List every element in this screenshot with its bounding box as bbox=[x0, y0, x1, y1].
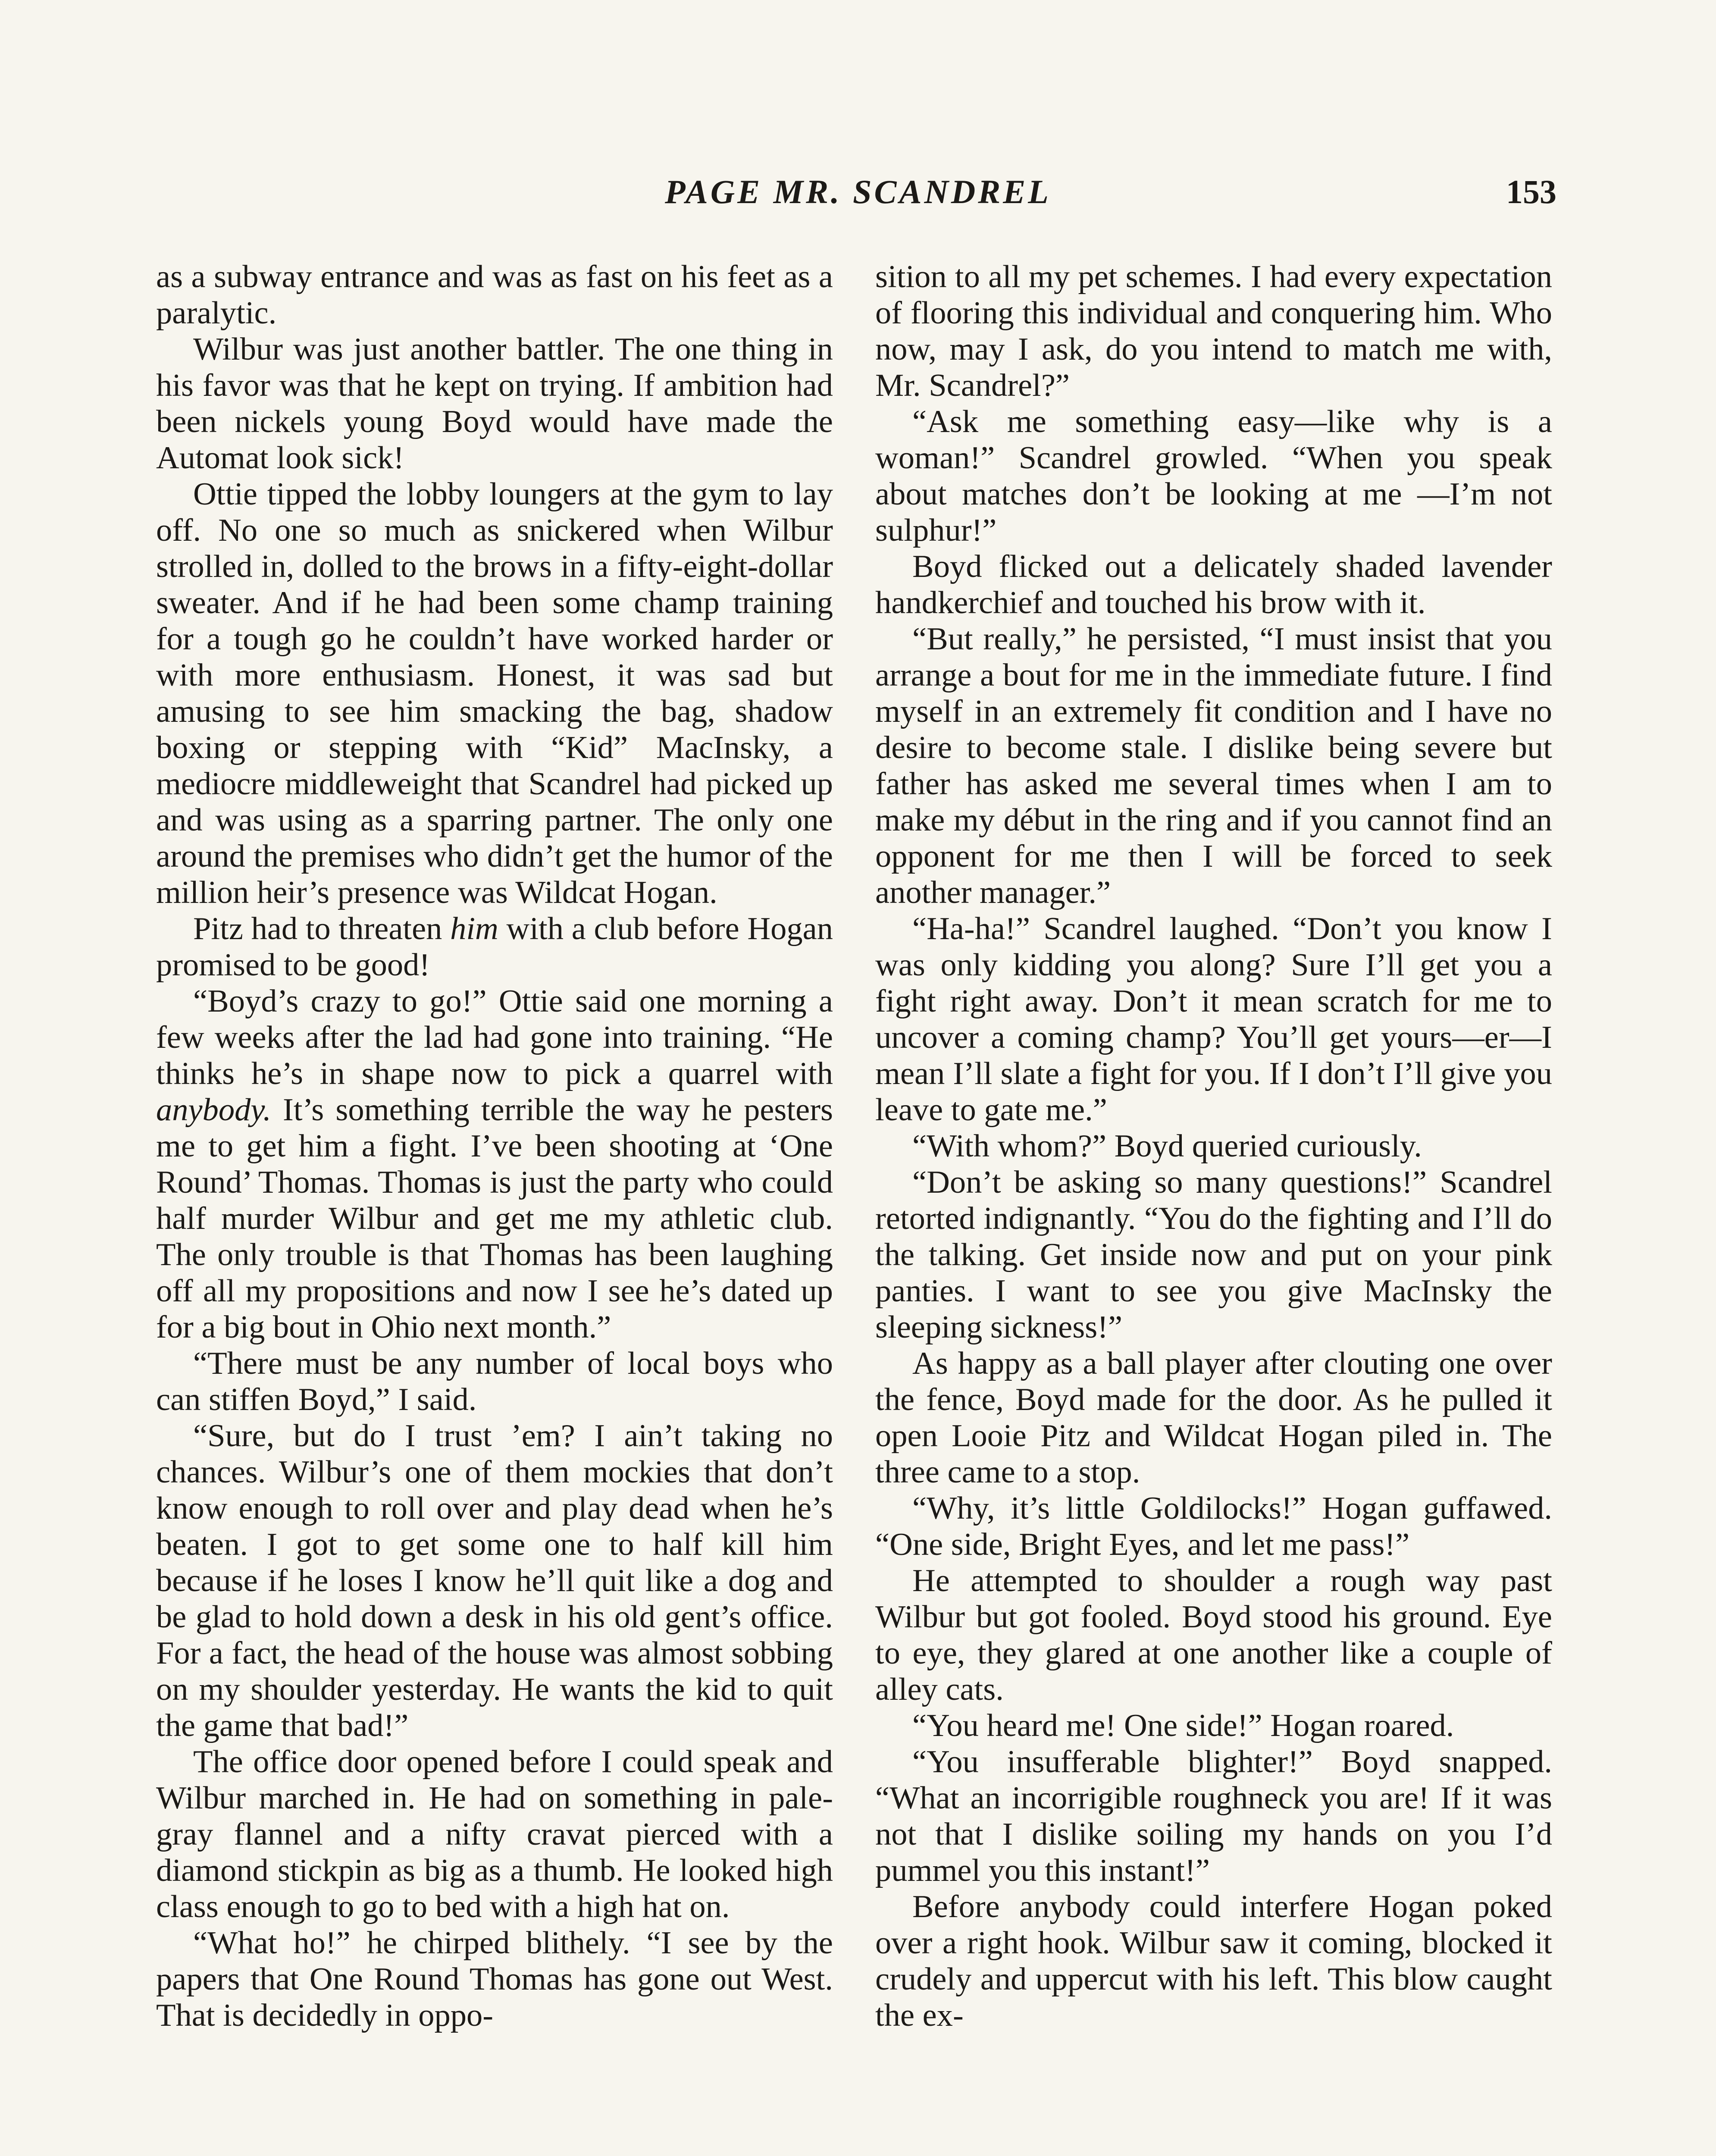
paragraph: “Ask me something easy—like why is a woman!” Scandrel growled. “When you speak about matches don’t be looking at me —I’m not sulphur!” bbox=[875, 404, 1552, 548]
paragraph: “There must be any number of local boys who can stiffen Boyd,” I said. bbox=[156, 1346, 833, 1417]
paragraph: As happy as a ball player after clouting one over the fence, Boyd made for the door. As he pulled it open Looie Pitz and Wildcat Hogan piled in. The three came to a stop. bbox=[875, 1346, 1552, 1490]
text-run: Pitz had to threaten bbox=[193, 911, 451, 946]
page-header bbox=[0, 172, 1716, 224]
text-run: It’s something terrible the way he pesters me to get him a fight. I’ve been shooting at ‘One Round’ Thomas. Thomas is just the party who could half murder Wilbur and get me my athletic club. The only trouble is that Thomas has been laughing off all my propositions and now I see he’s dated up for a big bout in Ohio next month.” bbox=[156, 1092, 833, 1345]
paragraph: He attempted to shoulder a rough way past Wilbur but got fooled. Boyd stood his ground. Eye to eye, they glared at one another like a couple of alley cats. bbox=[875, 1563, 1552, 1707]
running-title: PAGE MR. SCANDREL bbox=[665, 173, 1051, 210]
paragraph: sition to all my pet schemes. I had every expectation of flooring this individual and conquering him. Who now, may I ask, do you intend to match me with, Mr. Scandrel?” bbox=[875, 259, 1552, 403]
paragraph: “Sure, but do I trust ’em? I ain’t taking no chances. Wilbur’s one of them mockies that don’t know enough to roll over and play dead when he’s beaten. I got to get some one to half kill him because if he loses I know he’ll quit like a dog and be glad to hold down a desk in his old gent’s office. For a fact, the head of the house was almost sobbing on my shoulder yesterday. He wants the kid to quit the game that bad!” bbox=[156, 1418, 833, 1743]
emphasis: him bbox=[450, 911, 498, 946]
paragraph bbox=[156, 983, 833, 1345]
paragraph: “What ho!” he chirped blithely. “I see by the papers that One Round Thomas has gone out West. That is decidedly in oppo- bbox=[156, 1925, 833, 2033]
text-run: with a club before Hogan promised to be good! bbox=[156, 911, 833, 983]
paragraph: “You insufferable blighter!” Boyd snapped. “What an incorrigible roughneck you are! If it was not that I dislike soiling my hands on you I’d pummel you this instant!” bbox=[875, 1744, 1552, 1888]
paragraph: as a subway entrance and was as fast on his feet as a paralytic. bbox=[156, 259, 833, 331]
page-number: 153 bbox=[1506, 173, 1556, 210]
paragraph: The office door opened before I could speak and Wilbur marched in. He had on something in pale-gray flannel and a nifty cravat pierced with a diamond stickpin as big as a thumb. He looked high class enough to go to bed with a high hat on. bbox=[156, 1744, 833, 1924]
paragraph: “Don’t be asking so many questions!” Scandrel retorted indignantly. “You do the fighting and I’ll do the talking. Get inside now and put on your pink panties. I want to see you give MacInsky the sleeping sickness!” bbox=[875, 1165, 1552, 1345]
paragraph: “But really,” he persisted, “I must insist that you arrange a bout for me in the immediate future. I find myself in an extremely fit condition and I have no desire to become stale. I dislike being severe but father has asked me several times when I am to make my début in the ring and if you cannot find an opponent for me then I will be forced to seek another manager.” bbox=[875, 621, 1552, 910]
paragraph: “With whom?” Boyd queried curiously. bbox=[912, 1128, 1422, 1164]
paragraph bbox=[156, 911, 833, 983]
paragraph: Before anybody could interfere Hogan poked over a right hook. Wilbur saw it coming, blocked it crudely and uppercut with his left. This blow caught the ex- bbox=[875, 1889, 1552, 2033]
paragraph: Wilbur was just another battler. The one thing in his favor was that he kept on trying. If ambition had been nickels young Boyd would have made the Automat look sick! bbox=[156, 332, 833, 476]
emphasis: anybody. bbox=[156, 1092, 271, 1128]
paragraph: Ottie tipped the lobby loungers at the gym to lay off. No one so much as snickered when Wilbur strolled in, dolled to the brows in a fifty-eight-dollar sweater. And if he had been some champ training for a tough go he couldn’t have worked harder or with more enthusiasm. Honest, it was sad but amusing to see him smacking the bag, shadow boxing or stepping with “Kid” MacInsky, a mediocre middleweight that Scandrel had picked up and was using as a sparring partner. The only one around the premises who didn’t get the humor of the million heir’s presence was Wildcat Hogan. bbox=[156, 476, 833, 910]
left-column bbox=[156, 259, 833, 2156]
paragraph: “Ha-ha!” Scandrel laughed. “Don’t you know I was only kidding you along? Sure I’ll get you a fight right away. Don’t it mean scratch for me to uncover a coming champ? You’ll get yours—er—I mean I’ll slate a fight for you. If I don’t I’ll give you leave to gate me.” bbox=[875, 911, 1552, 1128]
paragraph: “Why, it’s little Goldilocks!” Hogan guffawed. “One side, Bright Eyes, and let me pass!” bbox=[875, 1491, 1552, 1562]
paragraph: Boyd flicked out a delicately shaded lavender handkerchief and touched his brow with it. bbox=[875, 549, 1552, 620]
paragraph: “You heard me! One side!” Hogan roared. bbox=[912, 1708, 1454, 1743]
right-column bbox=[875, 259, 1552, 2156]
text-run: “Boyd’s crazy to go!” Ottie said one morning a few weeks after the lad had gone into training. “He thinks he’s in shape now to pick a quarrel with bbox=[156, 984, 833, 1091]
